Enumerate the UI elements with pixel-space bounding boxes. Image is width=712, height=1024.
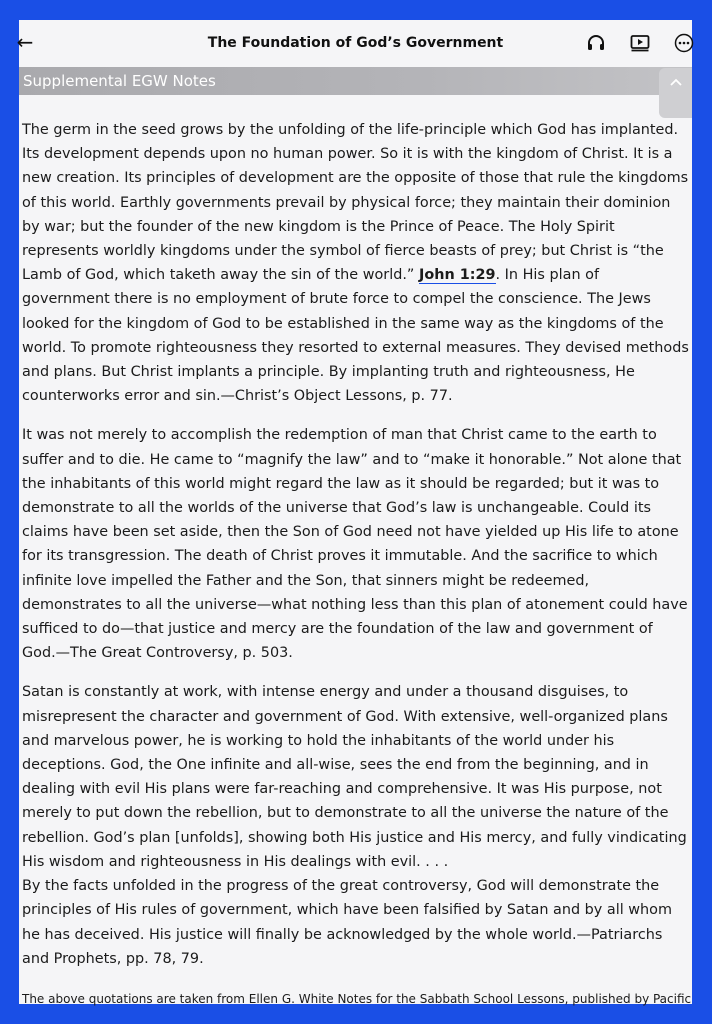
scripture-reference-link[interactable]: John 1:29 [418,267,496,284]
app-window [16,20,692,1006]
play-video-icon[interactable] [630,33,650,53]
paragraph: By the facts unfolded in the progress of the great controversy, God will demonstrate the principles of His rules of government, which have been falsified by Satan and by all whom he has deceived. His justice will finally be acknowledged by the whole world.—Patriarchs and Prophets, pp. 78, 79. [22,878,672,967]
footnote: The above quotations are taken from Ellen G. White Notes for the Sabbath School Lessons, published by Pacific [22,992,692,1006]
notes-content [22,118,690,986]
top-bar [16,20,692,66]
collapse-button[interactable] [659,68,692,118]
paragraph: The germ in the seed grows by the unfolding of the life-principle which God has implanted. Its development depends upon no human power. So it is with the kingdom of Christ. It is a new creation. Its principles of development are the opposite of those that rule the kingdoms of this world. Earthly governments prevail by physical force; they maintain their dominion by war; but the founder of the new kingdom is the Prince of Peace. The Holy Spirit represents worldly kingdoms under the symbol of fierce beasts of prey; but Christ is “the Lamb of God, which taketh away the sin of the world.” John 1:29. In His plan of government there is no employment of brute force to compel the conscience. The Jews looked for the kingdom of God to be established in the same way as the kingdoms of the world. To promote righteousness they resorted to external measures. They devised methods and plans. But Christ implants a principle. By implanting truth and righteousness, He counterworks error and sin.—Christ’s Object Lessons, p. 77. [22,122,689,405]
section-header[interactable] [19,67,692,95]
paragraph: Satan is constantly at work, with intense energy and under a thousand disguises, to misrepresent the character and government of God. With extensive, well-organized plans and marvelous power, he is working to hold the inhabitants of the world under his deceptions. God, the One infinite and all-wise, sees the end from the beginning, and in dealing with evil His plans were far-reaching and comprehensive. It was His purpose, not merely to put down the rebellion, but to demonstrate to all the universe the nature of the rebellion. God’s plan [unfolds], showing both His justice and His mercy, and fully vindicating His wisdom and righteousness in His dealings with evil. . . . [22,684,687,870]
arrow-left-icon[interactable]: ← [16,30,34,54]
more-options-icon[interactable] [674,33,694,53]
chevron-up-icon [669,72,683,118]
headphones-icon[interactable] [586,33,606,53]
page-title: The Foundation of God’s Government [207,35,504,51]
paragraph: It was not merely to accomplish the redemption of man that Christ came to the earth to suffer and to die. He came to “magnify the law” and to “make it honorable.” Not alone that the inhabitants of this world might regard the law as it should be regarded; but it was to demonstrate to all the worlds of the universe that God’s law is unchangeable. Could its claims have been set aside, then the Son of God need not have yielded up His life to atone for its transgression. The death of Christ proves it immutable. And the sacrifice to which infinite love impelled the Father and the Son, that sinners might be redeemed, demonstrates to all the universe—what nothing less than this plan of atonement could have sufficed to do—that justice and mercy are the foundation of the law and government of God.—The Great Controversy, p. 503. [22,427,688,662]
section-title: Supplemental EGW Notes [23,72,216,90]
